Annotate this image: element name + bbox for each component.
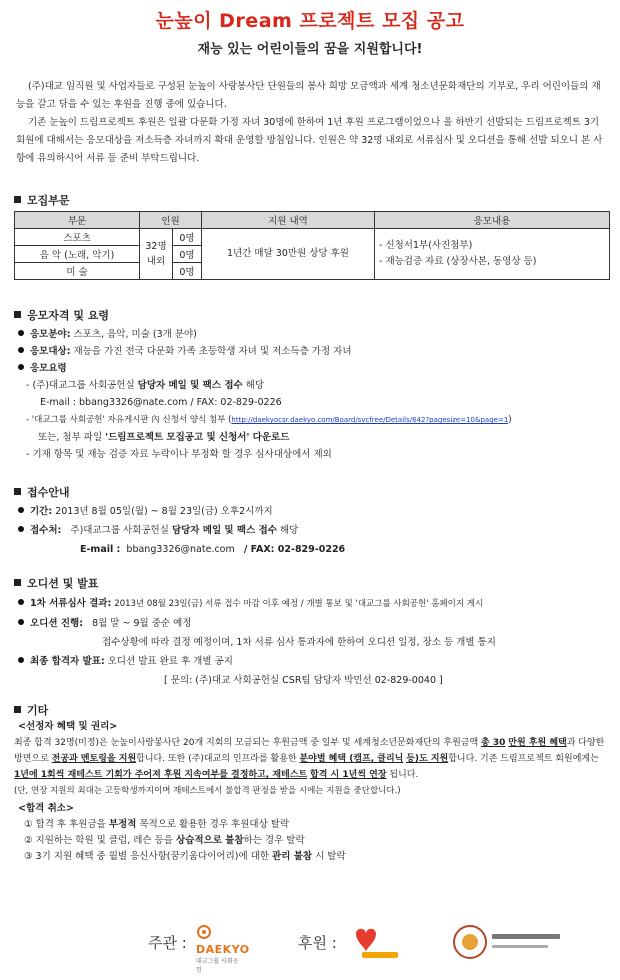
bullet-dot-icon [18,507,24,513]
audition-note: 접수상황에 따라 결정 예정이며, 1차 서류 심사 통과자에 한하여 오디션 일정, 장소 등 개별 통지 [102,637,496,648]
table-cell-category: 스포츠 [15,229,140,246]
etc-block [14,719,606,865]
contents-line: - 재능검증 자료 (상장사본, 동영상 등) [379,256,537,267]
table-cell-category: 미 술 [15,263,140,280]
table-cell-count: 0명 [173,229,202,246]
bullet-dot-icon [18,599,24,605]
table-header: 인원 [140,212,202,229]
audition-block: 1차 서류심사 결과: 2013년 08월 23일(금) 서류 접수 마감 이후 예정 / 개별 통보 및 '대교그룹 사회공헌' 홈페이지 게시 오디션 진행: 8월 말 ~ 9월 중순 예정 접수상황에 따라 결정 예정이며, 1차 서류 심사 통과자에 한하여 오디션 일정, 장소 등 개별 통지 최종 합격자 발표: 오디션 발표 완료 후 개별 공지 [ 문의: (주)대교 사회공헌실 CSR팀 담당자 박민선 02-829-0040 ] [14,594,614,690]
qualify-field: 스포츠, 음악, 미술 (3개 분야) [73,329,197,340]
cancel-heading: <합격 취소> [18,803,74,814]
bullet-dot-icon [18,364,24,370]
footer [0,920,620,974]
section-recruit-heading: 모집부문 [14,192,70,208]
table-cell-category: 음 악 (노래, 악기) [15,246,140,263]
daekyo-logo: DAEKYO 대교그룹 사회공헌 [196,924,244,962]
heart-logo-icon [342,922,400,962]
bullet-dot-icon [18,330,24,336]
daekyo-logo-icon [196,924,244,940]
table-header: 응모내용 [375,212,610,229]
benefit-text: 최종 합격 32명(미정)은 눈높이사랑봉사단 20개 지회의 모금되는 후원금액 중 일부 및 세계청소년문화재단의 후원금액 총 30 만원 후원 혜택과 다양한 방면으로 전공과 멘토링을 지원합니다. 또한 (주)대교의 인프라를 활용한 분야별 혜택 (캠프, 클리닉 등)도 지원합니다. 기존 드림프로젝트 회원에게는 1년에 1회씩 재테스트 기회가 주어져 후원 지속여부를 결정하고, 재테스트 합격 시 1년씩 연장 됩니다. [14,738,605,780]
audition-final: 오디션 발표 완료 후 개별 공지 [107,656,233,667]
table-cell-count: 0명 [173,246,202,263]
bullet-dot-icon [18,347,24,353]
square-bullet-icon [14,579,21,586]
section-receipt-heading: 접수안내 [14,484,70,500]
square-bullet-icon [14,196,21,203]
bullet-dot-icon [18,619,24,625]
square-bullet-icon [14,706,21,713]
table-cell-support: 1년간 매달 30만원 상당 후원 [202,229,375,280]
intro-paragraph-1: (주)대교 임직원 및 사업자들로 구성된 눈높이 사랑봉사단 단원들의 봉사 희망 모금액과 세계 청소년문화재단의 기부로, 우리 어린이들의 재능을 갈고 닦을 수 있는 후원을 진행 중에 있습니다. [16,81,601,110]
qualify-email: E-mail : bbang3326@nate.com / FAX: 02-829-0226 [40,397,282,408]
contents-line: - 신청서1부(사진첨부) [379,240,473,251]
heart-logo [342,922,400,962]
benefit-note: (단, 연장 지원의 최대는 고등학생까지이며 재테스트에서 불합격 판정을 받을 시에는 지원을 중단합니다.) [14,786,401,796]
qualify-note: - 기재 항목 및 재능 검증 자료 누락이나 부정확 할 경우 심사대상에서 제외 [26,449,332,460]
page-title: 눈높이 Dream 프로젝트 모집 공고 [155,10,465,32]
cancel-item: ② 지원하는 학원 및 클럽, 레슨 등을 상습적으로 불참하는 경우 탈락 [24,835,305,846]
qualify-block: 응모분야: 스포츠, 음악, 미술 (3개 분야) 응모대상: 재능을 가진 전국 다문화 가족 초등학생 자녀 및 저소득층 가정 자녀 응모요령 - (주)대교그룹 사회공헌실 담당자 메일 및 팩스 접수 해당 E-mail : bbang3326@nate.com / FAX: 02-829-0226 - '대교그룹 사회공헌' 자유게시판 內 신청서 양식 첨부 (http://daekyocsr.daekyo.com/Board/svcfree/Details/642?pagesize=10&page=1) 또는, 첨부 파일 '드림프로젝트 모집공고 및 신청서' 다운로드 - 기재 항목 및 재능 검증 자료 누락이나 부정확 할 경우 심사대상에서 제외 [14,326,614,463]
receipt-block: 기간: 2013년 8월 05일(월) ~ 8월 23일(금) 오후2시까지 접수처: 주)대교그룹 사회공헌실 담당자 메일 및 팩스 접수 해당 E-mail : bbang3326@nate.com / FAX: 02-829-0226 [14,502,614,559]
benefit-heading: <선정자 혜택 및 권리> [18,721,118,732]
receipt-period: 2013년 8월 05일(월) ~ 8월 23일(금) 오후2시까지 [55,506,273,517]
section-audition-heading: 오디션 및 발표 [14,575,98,591]
intro-text [16,78,608,168]
bullet-dot-icon [18,526,24,532]
cancel-item: ① 합격 후 후원금을 부정적 목적으로 활용한 경우 후원대상 탈락 [24,819,290,830]
cancel-item: ③ 3기 지원 혜택 중 월별 응신사항(꿈키움다이어리)에 대한 관리 불참 시 탈락 [24,851,346,862]
audition-result-1: 2013년 08월 23일(금) 서류 접수 마감 이후 예정 / 개별 통보 및 '대교그룹 사회공헌' 홈페이지 게시 [114,599,484,609]
recruit-table [14,211,610,280]
page-subtitle: 재능 있는 어린이들의 꿈을 지원합니다! [197,42,423,57]
bullet-dot-icon [18,657,24,663]
square-bullet-icon [14,311,21,318]
table-header: 지원 내역 [202,212,375,229]
host-label: 주관 : [148,934,187,952]
foundation-seal [452,922,572,962]
receipt-email: bbang3326@nate.com [126,544,235,555]
table-cell-contents [375,229,610,280]
foundation-seal-icon [452,922,572,962]
section-qualify-heading: 응모자격 및 요령 [14,307,109,323]
table-cell-count: 0명 [173,263,202,280]
section-etc-heading: 기타 [14,702,48,718]
square-bullet-icon [14,488,21,495]
audition-schedule: 8월 말 ~ 9월 중순 예정 [92,618,192,629]
table-header: 부문 [15,212,140,229]
intro-paragraph-2: 기존 눈높이 드림프로젝트 후원은 일괄 다문화 가정 자녀 30명에 한하여 1년 후원 프로그램이었으나 올 하반기 선발되는 드림프로젝트 3기 회원에 대해서는 응모대상을 저소득층 자녀까지 확대 운영할 방침입니다. 인원은 약 32명 내외로 서류심사 및 오디션을 통해 선발 되오니 본 사항에 유의하시어 서류 등 준비 부탁드립니다. [16,117,603,164]
contact-info: [ 문의: (주)대교 사회공헌실 CSR팀 담당자 박민선 02-829-0040 ] [164,675,443,686]
table-cell-total: 32명 내외 [140,229,173,280]
qualify-target: 재능을 가진 전국 다문화 가족 초등학생 자녀 및 저소득층 가정 자녀 [73,346,352,357]
board-link[interactable]: http://daekyocsr.daekyo.com/Board/svcfree/Details/642?pagesize=10&page=1 [231,416,509,424]
sponsor-label: 후원 : [298,934,337,952]
